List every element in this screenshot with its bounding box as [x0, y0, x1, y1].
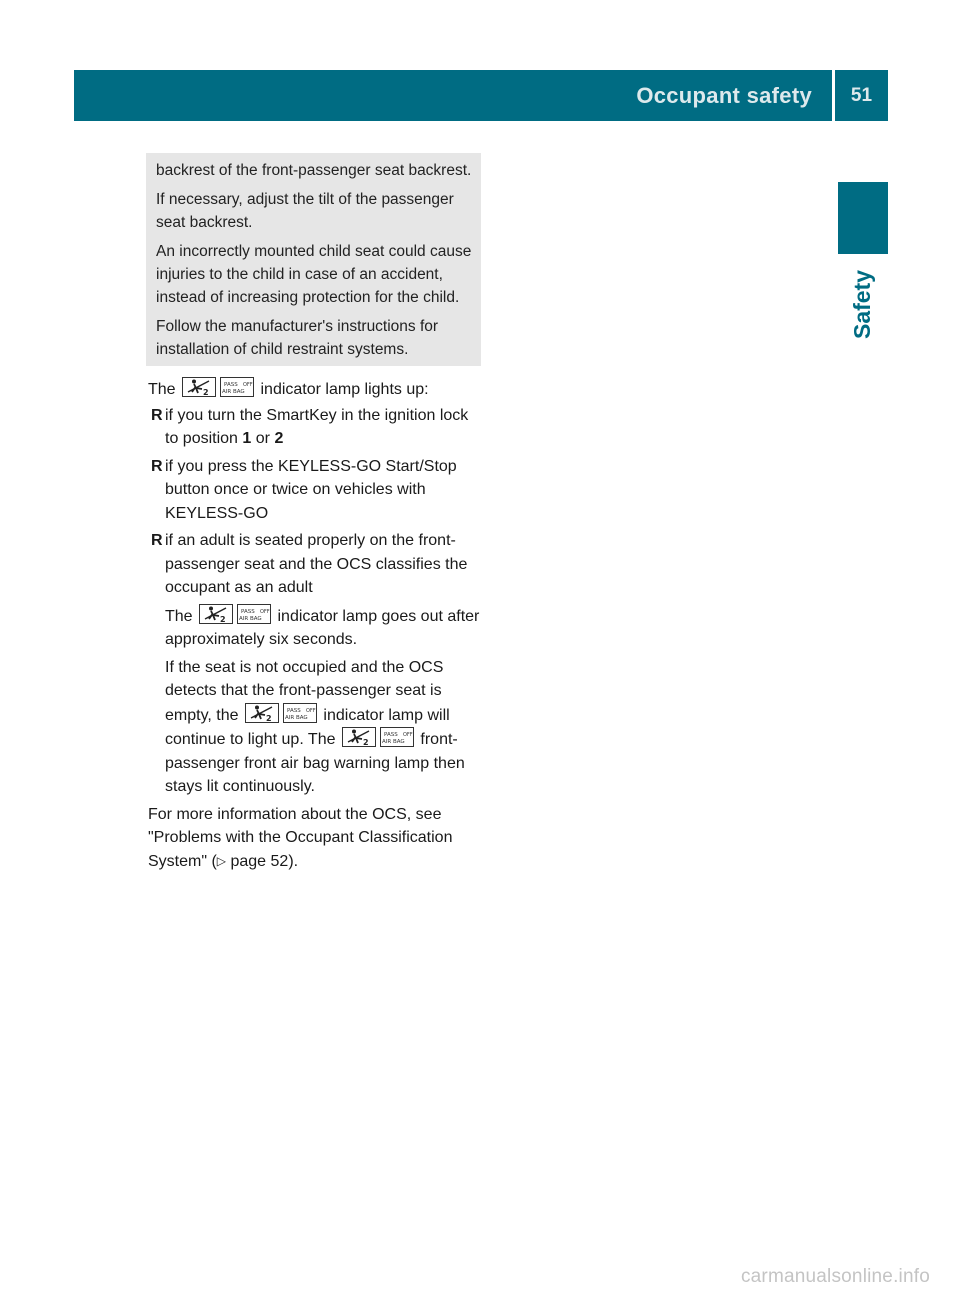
svg-text:AIR BAG: AIR BAG: [381, 739, 405, 745]
svg-text:AIR BAG: AIR BAG: [222, 389, 245, 395]
page-number: 51: [850, 84, 873, 106]
intro-paragraph: [148, 377, 484, 402]
list-item: [148, 404, 484, 451]
bullet-2-text: if you press the KEYLESS-GO Start/Stop button once or twice on vehicles with KEYLESS-GO: [165, 457, 457, 522]
ignition-position-1: 1: [242, 430, 252, 447]
body-text: [148, 377, 484, 873]
svg-text:AIR BAG: AIR BAG: [284, 714, 308, 721]
warning-paragraph-2: If necessary, adjust the tilt of the passenger seat backrest.: [156, 191, 454, 231]
page-reference-link[interactable]: page 52).: [226, 852, 299, 870]
bullet-3-sub-1: [165, 604, 484, 652]
passenger-airbag-off-icon: [199, 604, 271, 624]
svg-text:PASS: PASS: [224, 382, 238, 388]
sub-2-a: If the seat is not occupied and the OCS detects that the front-passenger seat is empty, the: [165, 658, 444, 724]
bullet-3-sub-2: [165, 656, 484, 799]
list-item: [148, 455, 484, 526]
svg-text:OFF: OFF: [402, 732, 413, 738]
side-tab-label: [838, 264, 888, 344]
list-item: [148, 529, 484, 799]
svg-text:2: 2: [203, 388, 209, 397]
svg-text:2: 2: [220, 614, 226, 624]
intro-before: The: [148, 381, 176, 398]
bullet-mark: R: [151, 532, 163, 549]
sub-1-after: indicator lamp goes out after approximately six seconds.: [165, 607, 480, 648]
svg-text:PASS: PASS: [241, 608, 255, 615]
watermark: carmanualsonline.info: [740, 1266, 930, 1287]
svg-text:2: 2: [265, 713, 272, 723]
warning-paragraph-4: Follow the manufacturer's instructions for installation of child restraint systems.: [156, 318, 439, 358]
side-tab-label-text: Safety: [849, 269, 876, 339]
bullet-3-text: if an adult is seated properly on the front-passenger seat and the OCS classifies the occupant as an adult: [165, 532, 468, 596]
sub-2-c: front-passenger front air bag warning lamp then stays lit continuously.: [165, 731, 465, 795]
sub-1-before: The: [165, 607, 193, 625]
bullet-1-or: or: [255, 430, 270, 447]
side-tab: [838, 182, 888, 254]
bullet-mark: R: [151, 457, 163, 475]
more-info-before: For more information about the OCS, see "Problems with the Occupant Classification System" (: [148, 805, 453, 870]
svg-text:OFF: OFF: [260, 608, 270, 615]
warning-box: [146, 153, 481, 366]
svg-text:OFF: OFF: [243, 382, 253, 388]
warning-paragraph-3: An incorrectly mounted child seat could cause injuries to the child in case of an accident, instead of increasing protection for the child.: [156, 243, 472, 306]
intro-after: indicator lamp lights up:: [260, 381, 429, 398]
svg-text:PASS: PASS: [383, 732, 398, 738]
header-bar: [74, 70, 888, 121]
bullet-list: [148, 404, 484, 799]
page-reference-arrow-icon: ▷: [216, 853, 227, 868]
warning-paragraph-1: backrest of the front-passenger seat backrest.: [156, 162, 472, 179]
sub-2-b: indicator lamp will continue to light up. The: [165, 706, 450, 748]
ignition-position-2: 2: [274, 430, 284, 447]
passenger-airbag-off-icon: [342, 727, 414, 747]
svg-text:OFF: OFF: [305, 707, 316, 714]
bullet-1-text: if you turn the SmartKey in the ignition lock to position: [165, 406, 469, 447]
passenger-airbag-off-icon: [182, 377, 254, 397]
bullet-mark: R: [151, 406, 163, 424]
more-info-paragraph: [148, 803, 484, 874]
svg-text:2: 2: [362, 738, 369, 747]
passenger-airbag-off-icon: [245, 703, 317, 723]
section-title: Occupant safety: [636, 82, 812, 108]
svg-text:AIR BAG: AIR BAG: [239, 615, 262, 622]
svg-text:PASS: PASS: [286, 707, 301, 714]
